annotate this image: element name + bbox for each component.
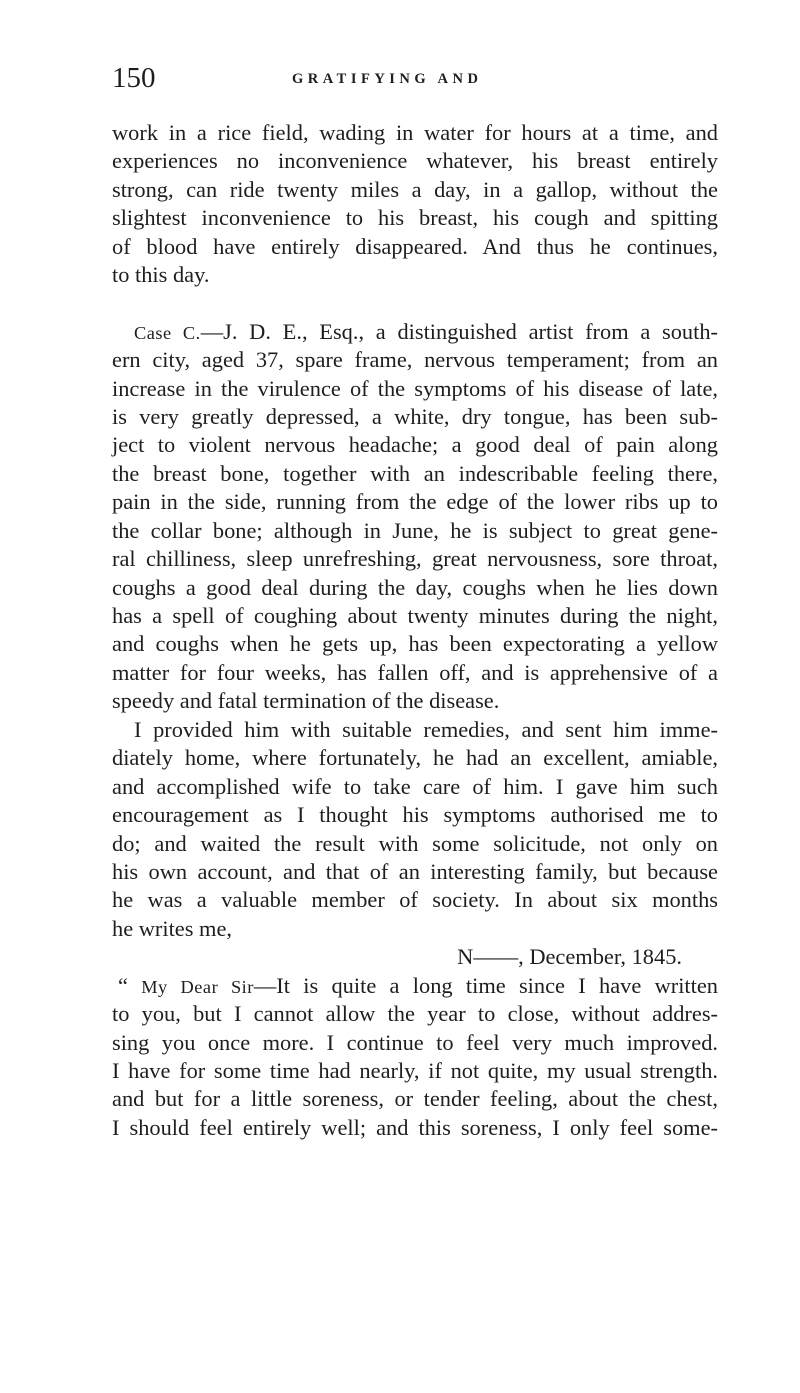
case-heading-line <box>112 318 718 346</box>
paragraph-gap <box>112 290 718 318</box>
text-line: I have for some time had nearly, if not quite, my usual strength. <box>112 1058 718 1083</box>
text-line: increase in the virulence of the symptoms of his disease of late, <box>112 375 718 401</box>
page-header <box>112 58 740 108</box>
case-lead-text: —J. D. E., Esq., a distinguished artist from a south- <box>200 318 718 344</box>
text-line: work in a rice field, wading in water for hours at a time, and <box>112 120 718 145</box>
text-line: experiences no inconvenience whatever, his breast entirely <box>112 148 718 174</box>
text-line: to you, but I cannot allow the year to close, without addres- <box>112 1001 718 1027</box>
text-line: I should feel entirely well; and this soreness, I only feel some- <box>112 1114 718 1140</box>
salutation-rest: —It is quite a long time since I have written <box>253 972 718 998</box>
text-line: ern city, aged 37, spare frame, nervous temperament; from an <box>112 347 718 373</box>
text-line: diately home, where fortunately, he had an excellent, amiable, <box>112 745 718 771</box>
letter-body <box>112 972 718 1143</box>
paragraph-rice-field <box>112 119 718 290</box>
text-line: he was a valuable member of society. In about six months <box>112 887 718 913</box>
paragraph-case-c <box>112 318 718 716</box>
text-line: his own account, and that of an interesting family, but because <box>112 858 718 884</box>
text-line: of blood have entirely disappeared. And thus he continues, <box>112 233 718 259</box>
page-number: 150 <box>112 62 156 94</box>
text-line: strong, can ride twenty miles a day, in a gallop, without the <box>112 176 718 202</box>
text-line: has a spell of coughing about twenty minutes during the night, <box>112 603 718 628</box>
salutation: My Dear Sir <box>141 976 254 997</box>
paragraph-remedies <box>112 716 718 944</box>
text-line: coughs a good deal during the day, coughs when he lies down <box>112 574 718 600</box>
text-line: the breast bone, together with an indescribable feeling there, <box>112 460 718 486</box>
text-line: and but for a little soreness, or tender feeling, about the chest, <box>112 1086 718 1112</box>
text-line: he writes me, <box>112 915 232 941</box>
letter-dateline: N——, December, 1845. <box>457 944 682 970</box>
case-label: Case C. <box>134 322 201 343</box>
text-line: the collar bone; although in June, he is subject to great gene- <box>112 517 718 543</box>
text-line: ject to violent nervous headache; a good deal of pain along <box>112 432 718 458</box>
text-line: encouragement as I thought his symptoms authorised me to <box>112 802 718 828</box>
text-line: do; and waited the result with some solicitude, not only on <box>112 830 718 856</box>
letter-salutation-line <box>112 972 718 1000</box>
text-line: and accomplished wife to take care of him. I gave him such <box>112 773 718 799</box>
text-line: ral chilliness, sleep unrefreshing, great nervousness, sore throat, <box>112 546 718 572</box>
text-line: to this day. <box>112 262 210 288</box>
text-line: speedy and fatal termination of the disease. <box>112 688 500 714</box>
text-line: matter for four weeks, has fallen off, and is apprehensive of a <box>112 659 718 685</box>
text-line: pain in the side, running from the edge of the lower ribs up to <box>112 489 718 515</box>
body-text <box>112 119 718 1142</box>
text-line: is very greatly depressed, a white, dry tongue, has been sub- <box>112 403 718 429</box>
running-head: GRATIFYING AND <box>292 71 483 87</box>
text-line: and coughs when he gets up, has been expectorating a yellow <box>112 631 718 657</box>
text-line: I provided him with suitable remedies, and sent him imme- <box>134 716 718 742</box>
text-line: sing you once more. I continue to feel very much improved. <box>112 1029 718 1055</box>
opening-quote: “ <box>118 972 142 998</box>
text-line: slightest inconvenience to his breast, his cough and spitting <box>112 205 718 231</box>
